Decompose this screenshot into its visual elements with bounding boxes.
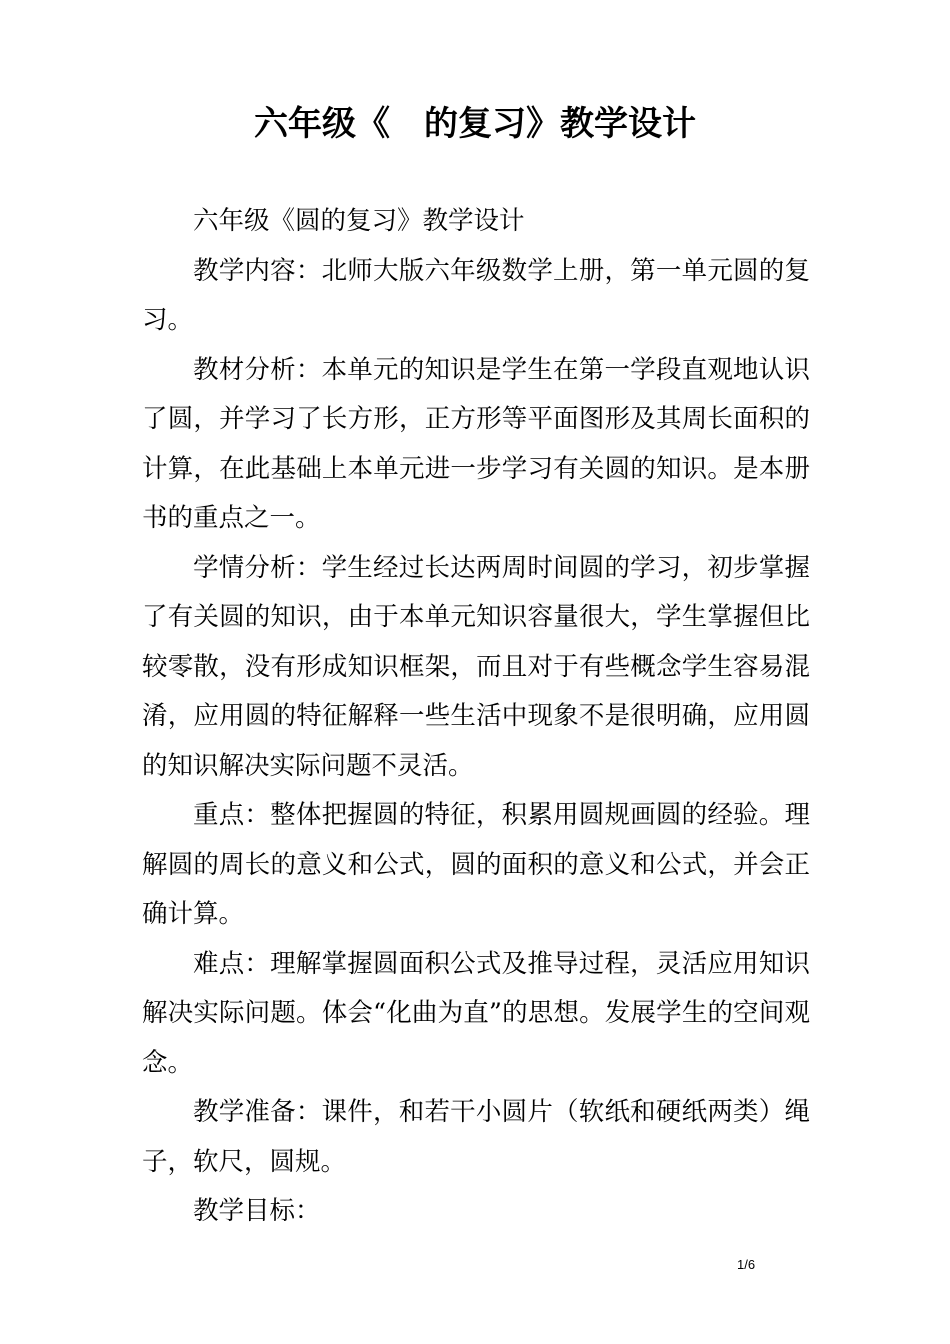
paragraph-difficulties: 难点：理解掌握圆面积公式及推导过程，灵活应用知识解决实际问题。体会“化曲为直”的思想。发展学生的空间观念。 [142, 948, 810, 1078]
paragraph-student-analysis: 学情分析：学生经过长达两周时间圆的学习，初步掌握了有关圆的知识，由于本单元知识容量很大，学生掌握但比较零散，没有形成知识框架，而且对于有些概念学生容易混淆，应用圆的特征解释一些生活中现象不是很明确，应用圆的知识解决实际问题不灵活。 [142, 552, 810, 781]
paragraph-teaching-content: 教学内容：北师大版六年级数学上册，第一单元圆的复习。 [142, 255, 810, 335]
page-number: 1/6 [737, 1257, 756, 1272]
paragraph-material-analysis: 教材分析：本单元的知识是学生在第一学段直观地认识了圆，并学习了长方形，正方形等平面图形及其周长面积的计算，在此基础上本单元进一步学习有关圆的知识。是本册书的重点之一。 [142, 354, 810, 533]
paragraph-subtitle: 六年级《圆的复习》教学设计 [193, 206, 525, 236]
paragraph-preparation: 教学准备：课件，和若干小圆片（软纸和硬纸两类）绳子，软尺，圆规。 [142, 1097, 810, 1177]
document-body [142, 197, 810, 1237]
paragraph-objectives: 教学目标： [193, 1196, 321, 1226]
paragraph-key-points: 重点：整体把握圆的特征，积累用圆规画圆的经验。理解圆的周长的意义和公式，圆的面积的意义和公式，并会正确计算。 [142, 800, 810, 929]
document-title: 六年级《 的复习》教学设计 [254, 104, 696, 144]
